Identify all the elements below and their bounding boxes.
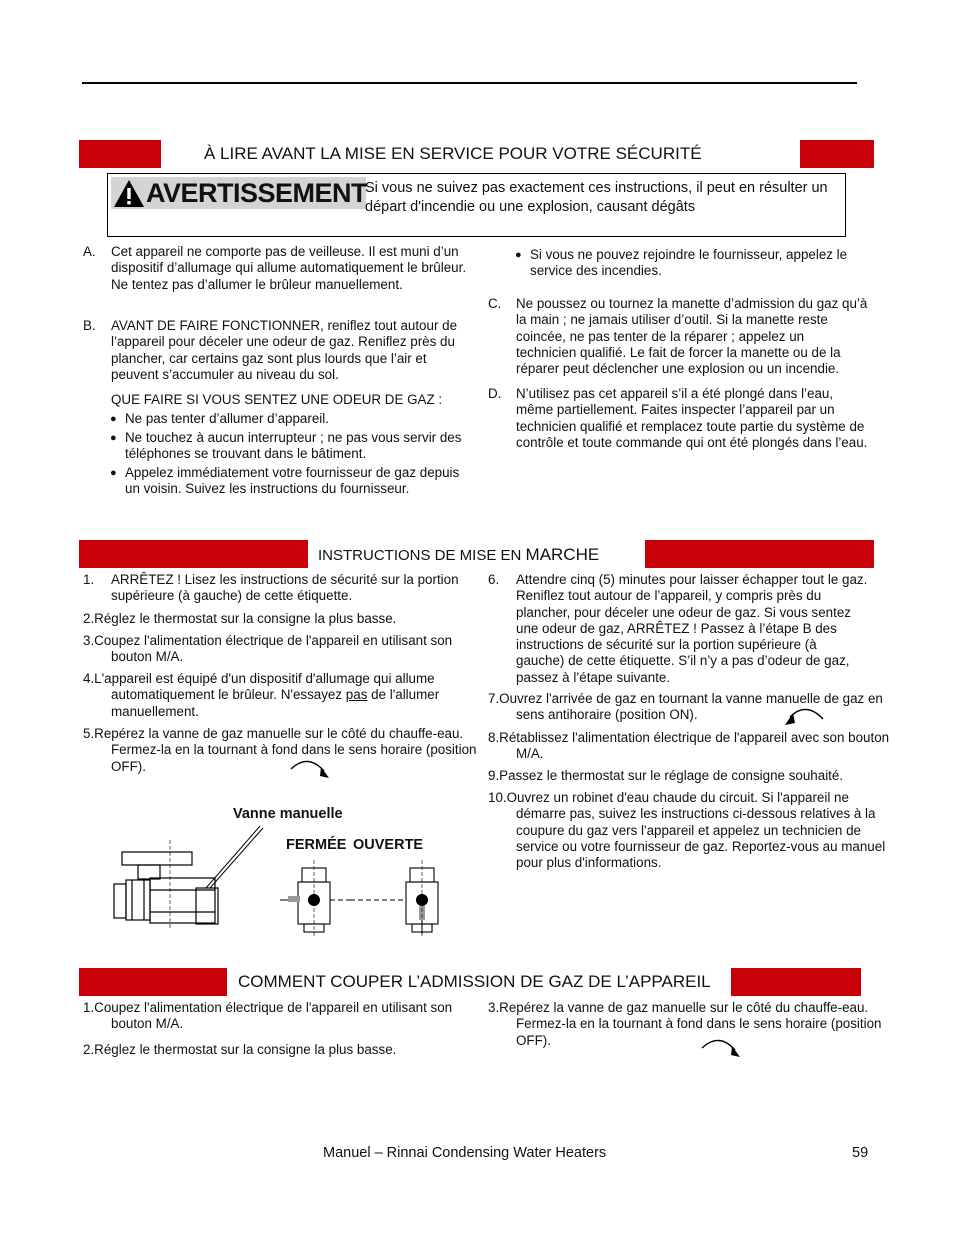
red-bar-right (645, 540, 874, 568)
startup-step-7: 7.Ouvrez l'arrivée de gaz en tournant la vanne manuelle de gaz en sens antihoraire (position ON). (488, 691, 883, 723)
bullet-item: ● Ne pas tenter d’allumer d’appareil. (110, 411, 329, 426)
startup-step-9: 9.Passez le thermostat sur le réglage de consigne souhaité. (488, 768, 844, 783)
red-bar-left (79, 140, 161, 168)
safety-item-b: B. AVANT DE FAIRE FONCTIONNER, reniflez tout autour de l’appareil pour déceler une odeur de gaz. Reniflez près du plancher, car certains gaz sont plus lourds que l’air et peuvent s’accumuler au niveau du sol. (83, 318, 458, 382)
shutoff-step-2: 2.Réglez le thermostat sur la consigne la plus basse. (83, 1042, 397, 1057)
startup-step-10: 10.Ouvrez un robinet d'eau chaude du circuit. Si l'appareil ne démarre pas, suivez les instructions ci-dessous relatives à la coupure du gaz vers l'appareil et appelez un technicien de service ou votre fournisseur de gaz. Reportez-vous au manuel pour plus d'informations. (488, 790, 886, 871)
bullet-item: ● Si vous ne pouvez rejoindre le fournisseur, appelez le service des incendies. (515, 247, 848, 279)
valve-closed-label: FERMÉE (286, 837, 347, 853)
red-bar-right (800, 140, 874, 168)
red-bar-left (79, 540, 308, 568)
red-bar-right (731, 968, 861, 996)
footer-text: Manuel – Rinnai Condensing Water Heaters (323, 1145, 607, 1161)
red-bar-left (79, 968, 227, 996)
warning-triangle-icon (113, 179, 145, 208)
valve-caption: Vanne manuelle (233, 806, 343, 822)
manual-valve-diagram (110, 820, 470, 940)
startup-step-6: 6. Attendre cinq (5) minutes pour laisser échapper tout le gaz. Reniflez tout autour de l’appareil, y compris près du plancher, pour déceler une odeur de gaz. Si vous sentez une odeur de gaz, ARRÊTEZ ! Passez à l’étape B des instructions de sécurité sur la portion supérieure (à gauche) de cette étiquette. S’il n’y a pas d’odeur de gaz, passez à l’étape suivante. (488, 572, 868, 685)
startup-step-8: 8.Rétablissez l'alimentation électrique de l'appareil avec son bouton M/A. (488, 730, 890, 762)
odor-heading: QUE FAIRE SI VOUS SENTEZ UNE ODEUR DE GAZ : (111, 392, 443, 407)
startup-step-4: 4.L'appareil est équipé d'un dispositif d'allumage qui allume automatiquement le brûleur. N'essayez pas de l'allumer manuellement. (83, 671, 440, 719)
bullet-item: ● Appelez immédiatement votre fournisseur de gaz depuis un voisin. Suivez les instructions du fournisseur. (110, 465, 460, 497)
shutoff-step-3: 3.Repérez la vanne de gaz manuelle sur le côté du chauffe-eau. Fermez-la en la tournant à fond dans le sens horaire (position OFF). (488, 1000, 882, 1048)
bullet-item: ● Ne touchez à aucun interrupteur ; ne pas vous servir des téléphones se trouvant dans le bâtiment. (110, 430, 462, 462)
safety-item-a: A. Cet appareil ne comporte pas de veilleuse. Il est muni d’un dispositif d’allumage qui allume automatiquement le brûleur. Ne tentez pas d’allumer le brûleur manuellement. (83, 244, 467, 292)
counterclockwise-arrow-icon (782, 703, 826, 729)
clockwise-arrow-icon (288, 755, 332, 781)
safety-item-c: C. Ne poussez ou tournez la manette d’admission du gaz qu’à la main ; ne jamais utiliser d’outil. Si la manette reste coincée, ne pas tenter de la réparer ; appelez un technicien qualifié. Le fait de forcer la manette ou de la réparer peut déclencher une explosion ou un incendie. (488, 296, 868, 377)
warning-title: AVERTISSEMENT (146, 178, 368, 208)
page-number: 59 (852, 1145, 869, 1161)
shutoff-step-1: 1.Coupez l'alimentation électrique de l'appareil en utilisant son bouton M/A. (83, 1000, 453, 1032)
startup-step-1: 1. ARRÊTEZ ! Lisez les instructions de sécurité sur la portion supérieure (à gauche) de cette étiquette. (83, 572, 459, 604)
warning-text: Si vous ne suivez pas exactement ces instructions, il peut en résulter un départ d'incendie ou une explosion, causant dégâts (365, 180, 828, 215)
startup-step-2: 2.Réglez le thermostat sur la consigne la plus basse. (83, 611, 397, 626)
startup-step-5: 5.Repérez la vanne de gaz manuelle sur le côté du chauffe-eau. Fermez-la en la tournant à fond dans le sens horaire (position OFF). (83, 726, 477, 774)
startup-step-3: 3.Coupez l'alimentation électrique de l'appareil en utilisant son bouton M/A. (83, 633, 453, 665)
safety-item-d: D. N’utilisez pas cet appareil s’il a été plongé dans l’eau, même partiellement. Faites inspecter l’appareil par un technicien qualifié et remplacez toute partie du système de contrôle et toute commande qui ont été plongés dans l’eau. (488, 386, 868, 450)
section-title-shutoff: COMMENT COUPER L’ADMISSION DE GAZ DE L’APPAREIL (238, 972, 711, 991)
valve-open-label: OUVERTE (353, 837, 424, 853)
top-rule (82, 82, 857, 84)
warning-box (107, 173, 846, 237)
clockwise-arrow-icon (699, 1034, 743, 1060)
warning-label (111, 177, 366, 209)
section-title-safety: À LIRE AVANT LA MISE EN SERVICE POUR VOTRE SÉCURITÉ (204, 144, 702, 163)
section-title-startup: INSTRUCTIONS DE MISE EN MARCHE (318, 545, 600, 564)
